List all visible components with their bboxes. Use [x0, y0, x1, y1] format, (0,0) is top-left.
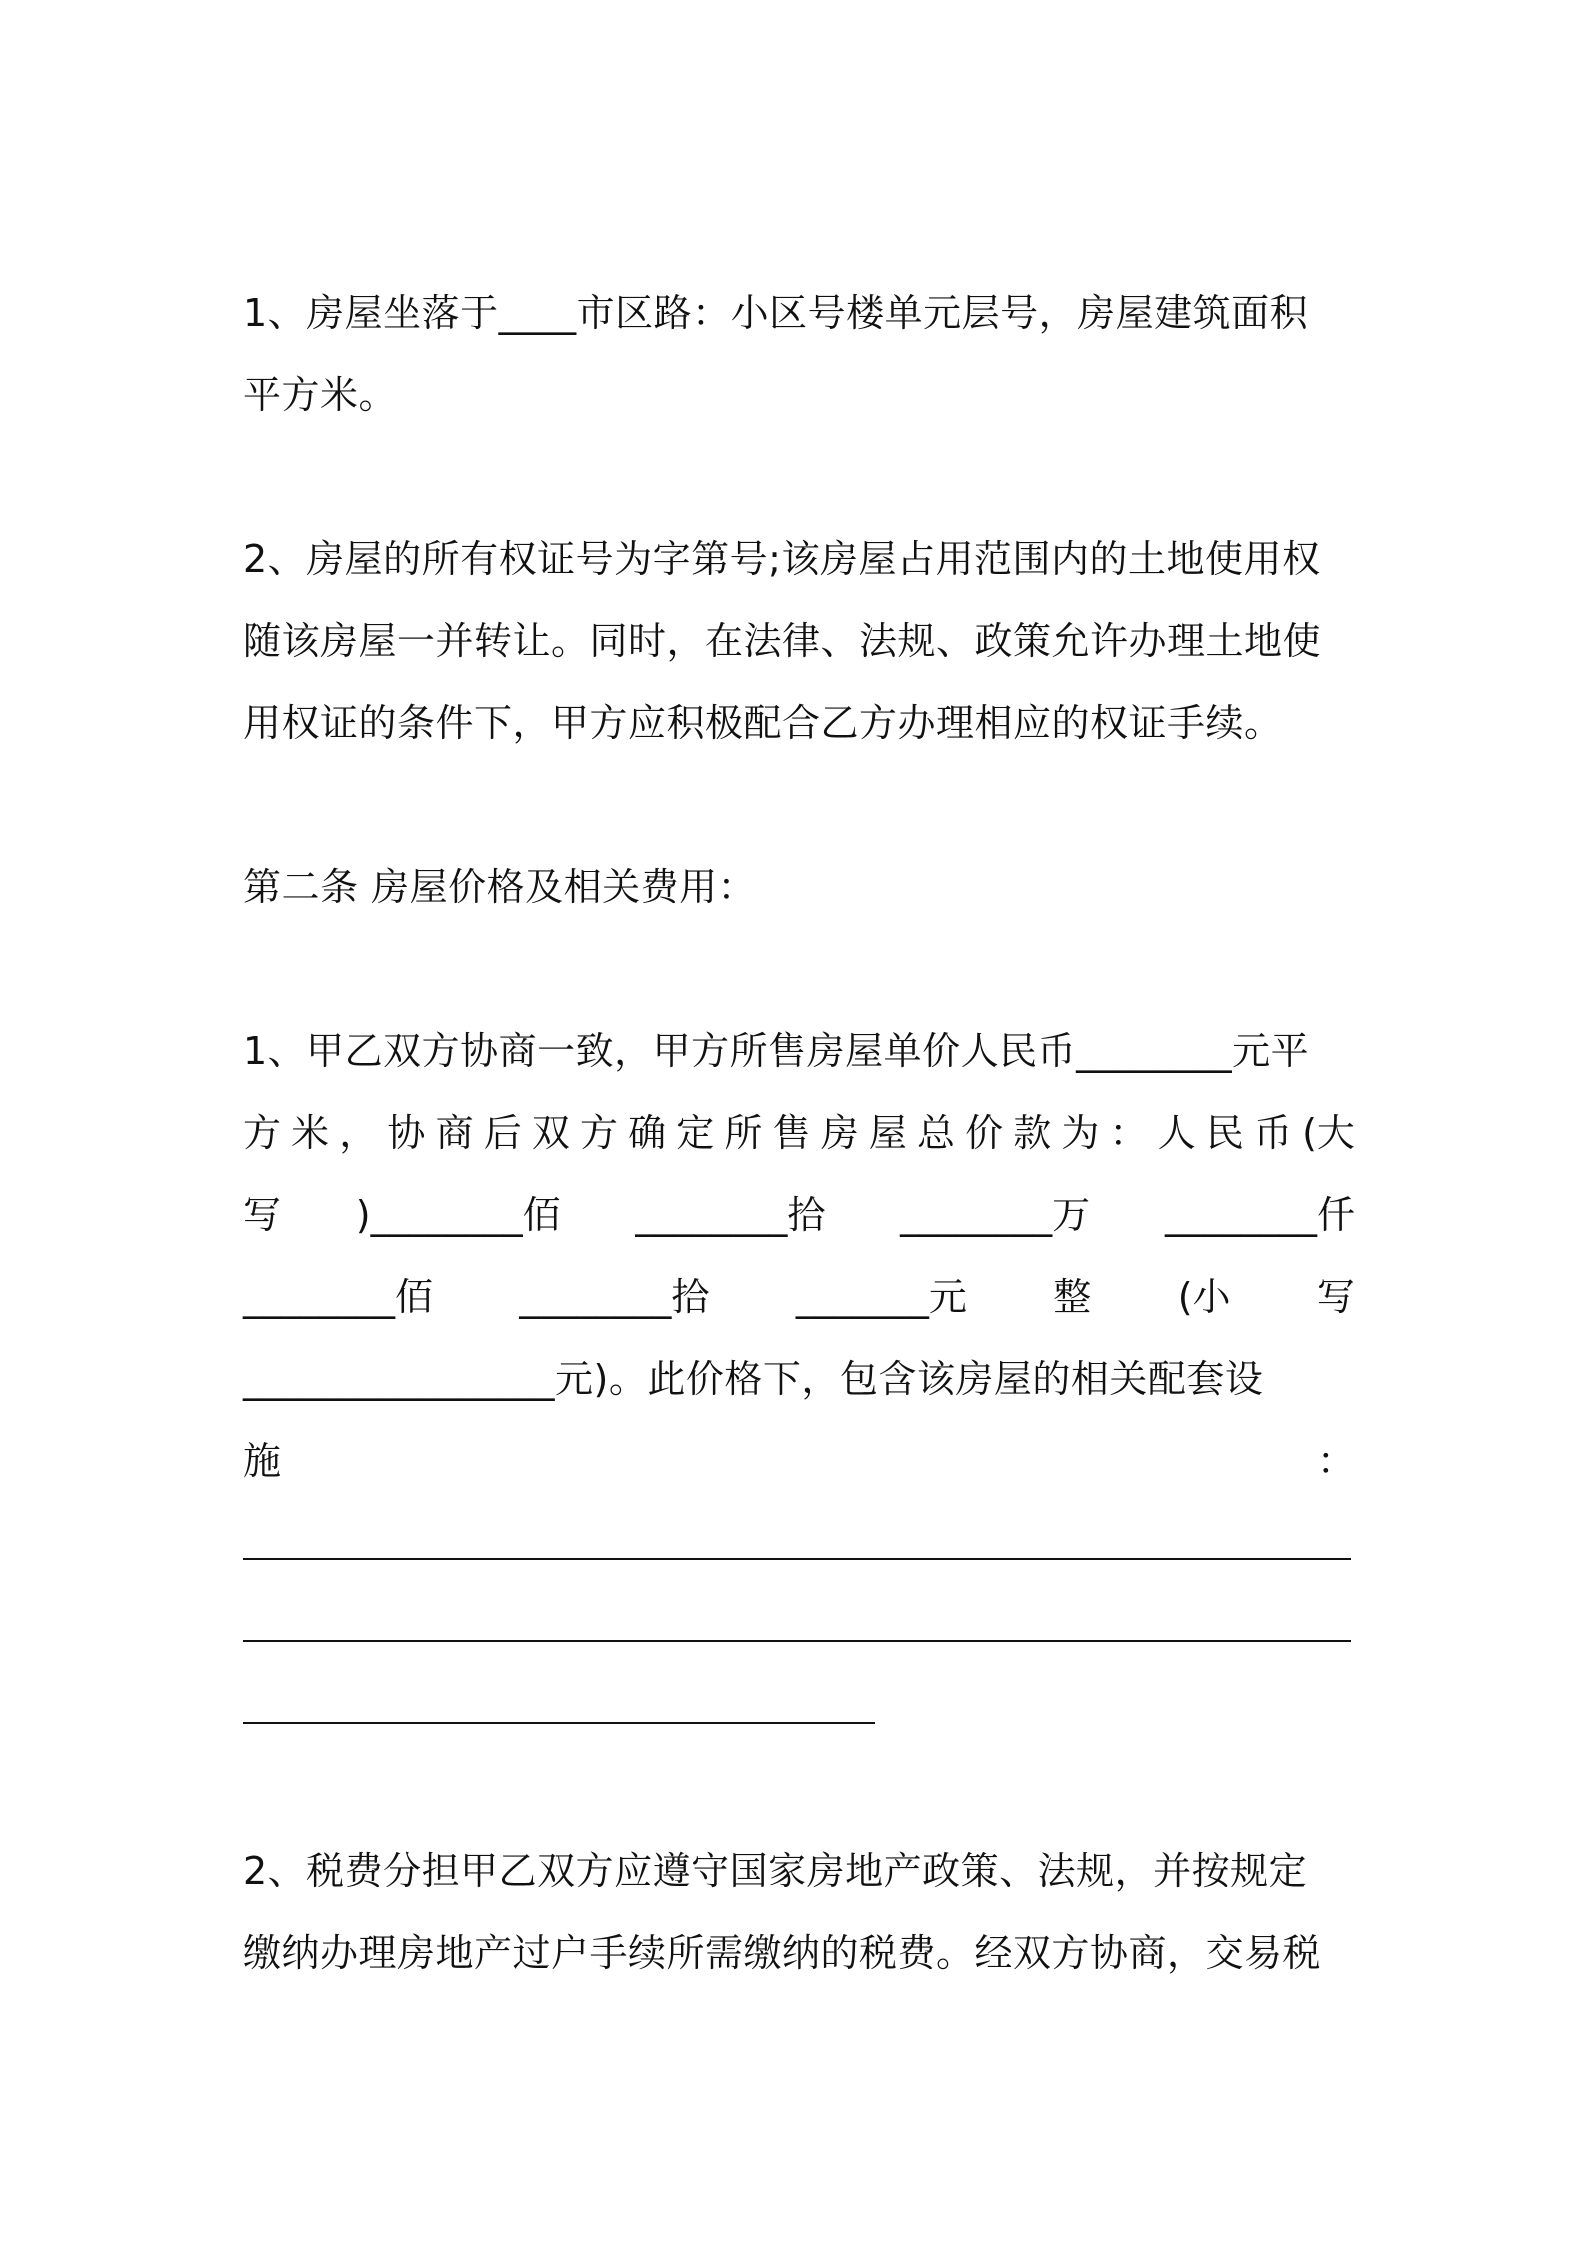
text-segment: ________佰: [243, 1275, 434, 1319]
paragraph-3-line-2: [243, 1092, 1355, 1174]
text-segment: ________拾: [519, 1275, 710, 1319]
blank-rule: [243, 1722, 875, 1724]
text-segment: 所: [724, 1111, 763, 1155]
text-segment: 售: [772, 1111, 811, 1155]
text-segment: 后: [483, 1111, 522, 1155]
text-segment: (小: [1177, 1275, 1231, 1319]
text-segment: 款: [1013, 1111, 1052, 1155]
paragraph-2-line-2: 随该房屋一并转让。同时，在法律、法规、政策允许办理土地使: [243, 619, 1322, 663]
text-segment: 价: [965, 1111, 1004, 1155]
paragraph-spacer: [243, 764, 1355, 846]
text-segment: 方: [579, 1111, 618, 1155]
text-segment: 房: [820, 1111, 859, 1155]
text-segment: 为: [1061, 1111, 1100, 1155]
article-2-heading: 第二条 房屋价格及相关费用：: [243, 865, 757, 909]
text-segment: 方: [243, 1111, 282, 1155]
blank-fill-line: [243, 1666, 1355, 1748]
text-segment: 施: [243, 1439, 282, 1483]
text-segment: 协: [387, 1111, 426, 1155]
text-segment: )________佰: [355, 1193, 561, 1237]
blank-rule: [243, 1640, 1351, 1642]
document-body: [243, 272, 1355, 1994]
text-segment: ________仟: [1164, 1193, 1355, 1237]
paragraph-spacer: [243, 1748, 1355, 1830]
text-segment: 米: [291, 1111, 330, 1155]
text-segment: 写: [1316, 1275, 1355, 1319]
blank-fill-line: [243, 1584, 1355, 1666]
text-segment: ，: [339, 1111, 378, 1155]
text-segment: _______元: [795, 1275, 967, 1319]
text-segment: 屋: [868, 1111, 907, 1155]
text-segment: 民: [1205, 1111, 1244, 1155]
text-segment: (大: [1302, 1111, 1355, 1155]
text-segment: 写: [243, 1193, 282, 1237]
text-segment: 总: [916, 1111, 955, 1155]
paragraph-spacer: [243, 436, 1355, 518]
text-segment: ：: [1316, 1439, 1355, 1483]
paragraph-1-line-2: 平方米。: [243, 373, 398, 417]
text-segment: 商: [435, 1111, 474, 1155]
text-segment: 确: [628, 1111, 667, 1155]
text-segment: ：: [1109, 1111, 1148, 1155]
text-segment: 币: [1253, 1111, 1292, 1155]
paragraph-3-line-1: 1、甲乙双方协商一致，甲方所售房屋单价人民币________元平: [243, 1029, 1310, 1073]
blank-rule: [243, 1558, 1351, 1560]
paragraph-1-line-1: 1、房屋坐落于____市区路：小区号楼单元层号，房屋建筑面积: [243, 291, 1309, 335]
text-segment: ________拾: [635, 1193, 826, 1237]
text-segment: 整: [1053, 1275, 1092, 1319]
text-segment: 双: [531, 1111, 570, 1155]
blank-fill-line: [243, 1502, 1355, 1584]
paragraph-3-line-4: [243, 1256, 1355, 1338]
paragraph-spacer: [243, 928, 1355, 1010]
paragraph-2-line-1: 2、房屋的所有权证号为字第号;该房屋占用范围内的土地使用权: [243, 537, 1321, 581]
paragraph-3-line-3: [243, 1174, 1355, 1256]
paragraph-3-line-5: ________________元)。此价格下，包含该房屋的相关配套设: [243, 1357, 1264, 1401]
paragraph-3-line-6: [243, 1420, 1355, 1502]
text-segment: ________万: [900, 1193, 1091, 1237]
paragraph-2-line-3: 用权证的条件下，甲方应积极配合乙方办理相应的权证手续。: [243, 701, 1283, 745]
text-segment: 人: [1157, 1111, 1196, 1155]
paragraph-4-line-1: 2、税费分担甲乙双方应遵守国家房地产政策、法规，并按规定: [243, 1849, 1308, 1893]
text-segment: 定: [676, 1111, 715, 1155]
paragraph-4-line-2: 缴纳办理房地产过户手续所需缴纳的税费。经双方协商，交易税: [243, 1931, 1322, 1975]
